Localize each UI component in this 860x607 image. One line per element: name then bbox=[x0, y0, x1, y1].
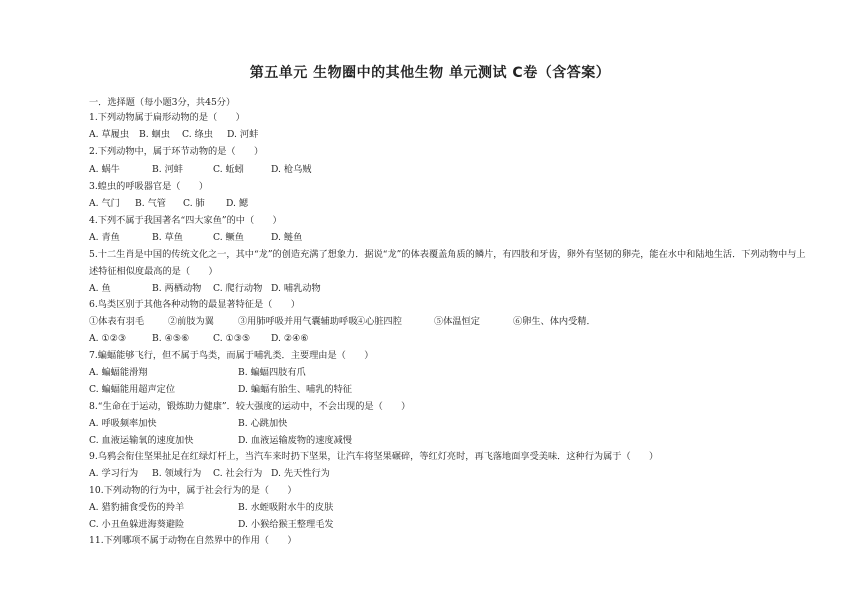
question-5-option-a: A. 鱼 bbox=[89, 283, 111, 294]
question-7-option-c: C. 蝙蝠能用超声定位 bbox=[89, 384, 176, 395]
question-9-option-a: A. 学习行为 bbox=[89, 468, 139, 479]
question-10-stem: 10.下列动物的行为中，属于社会行为的是（ ） bbox=[89, 485, 297, 496]
question-2-option-d: D. 枪乌贼 bbox=[271, 164, 312, 175]
question-9-option-c: C. 社会行为 bbox=[213, 468, 263, 479]
question-2-option-a: A. 蜗牛 bbox=[89, 164, 120, 175]
question-6-feature-4: ④心脏四腔 bbox=[356, 316, 402, 327]
section-heading: 一．选择题（每小题3分，共45分） bbox=[89, 97, 236, 108]
question-8-option-b: B. 心跳加快 bbox=[238, 418, 288, 429]
question-8-option-a: A. 呼吸频率加快 bbox=[89, 418, 157, 429]
question-6-feature-5: ⑤体温恒定 bbox=[434, 316, 480, 327]
question-3-option-b: B. 气管 bbox=[135, 198, 166, 209]
question-6-option-a: A. ①②③ bbox=[89, 333, 127, 344]
question-9-option-d: D. 先天性行为 bbox=[271, 468, 330, 479]
question-6-feature-3: ③用肺呼吸并用气囊辅助呼吸 bbox=[238, 316, 358, 327]
question-1-stem: 1.下列动物属于扁形动物的是（ ） bbox=[89, 112, 245, 123]
question-1-option-d: D. 河蚌 bbox=[227, 129, 259, 140]
question-10-option-a: A. 猎豹捕食受伤的羚羊 bbox=[89, 502, 185, 513]
question-3-option-d: D. 鳃 bbox=[226, 198, 249, 209]
question-6-option-c: C. ①③⑤ bbox=[213, 333, 251, 344]
question-1-option-a: A. 草履虫 bbox=[89, 129, 130, 140]
question-5-option-d: D. 哺乳动物 bbox=[271, 283, 321, 294]
question-4-stem: 4.下列不属于我国著名“四大家鱼”的中（ ） bbox=[89, 215, 282, 226]
question-7-option-d: D. 蝙蝠有胎生、哺乳的特征 bbox=[238, 384, 352, 395]
question-6-feature-1: ①体表有羽毛 bbox=[89, 316, 145, 327]
question-2-option-c: C. 蚯蚓 bbox=[213, 164, 244, 175]
question-6-feature-2: ②前肢为翼 bbox=[168, 316, 214, 327]
question-6-feature-6: ⑥卵生、体内受精． bbox=[513, 316, 596, 327]
question-6-option-b: B. ④⑤⑥ bbox=[152, 333, 190, 344]
question-7-option-b: B. 蝙蝠四肢有爪 bbox=[238, 367, 306, 378]
question-5-stem-line-1: 5.十二生肖是中国的传统文化之一，其中“龙”的创造充满了想象力．据说“龙”的体表覆盖角质的鳞片，有四肢和牙齿，卵外有坚韧的卵壳，能在水中和陆地生活．下列动物中与上 bbox=[89, 249, 806, 260]
question-4-option-c: C. 鳜鱼 bbox=[213, 232, 244, 243]
question-8-stem: 8.“生命在于运动，锻炼助力健康”．较大强度的运动中，不会出现的是（ ） bbox=[89, 401, 411, 412]
question-6-option-d: D. ②④⑥ bbox=[271, 333, 309, 344]
question-5-stem-line-2: 述特征相似度最高的是（ ） bbox=[89, 266, 218, 277]
question-3-option-a: A. 气门 bbox=[89, 198, 120, 209]
question-1-option-b: B. 蛔虫 bbox=[139, 129, 170, 140]
question-6-stem: 6.鸟类区别于其他各种动物的最显著特征是（ ） bbox=[89, 299, 300, 310]
question-5-option-b: B. 两栖动物 bbox=[152, 283, 202, 294]
question-3-option-c: C. 肺 bbox=[183, 198, 205, 209]
question-5-option-c: C. 爬行动物 bbox=[213, 283, 263, 294]
question-7-option-a: A. 蝙蝠能滑翔 bbox=[89, 367, 148, 378]
question-2-stem: 2.下列动物中，属于环节动物的是（ ） bbox=[89, 146, 264, 157]
question-4-option-a: A. 青鱼 bbox=[89, 232, 120, 243]
question-2-option-b: B. 河蚌 bbox=[152, 164, 183, 175]
question-10-option-d: D. 小猴给猴王整理毛发 bbox=[238, 519, 334, 530]
question-10-option-b: B. 水蛭吸附水牛的皮肤 bbox=[238, 502, 334, 513]
question-4-option-d: D. 鲢鱼 bbox=[271, 232, 303, 243]
question-9-stem: 9.乌鸦会衔住坚果扯足在红绿灯杆上，当汽车来时扔下坚果，让汽车将坚果碾碎，等红灯亮时，再飞落地面享受美味．这种行为属于（ ） bbox=[89, 451, 659, 462]
question-4-option-b: B. 草鱼 bbox=[152, 232, 183, 243]
question-11-stem: 11.下列哪项不属于动物在自然界中的作用（ ） bbox=[89, 535, 297, 546]
question-10-option-c: C. 小丑鱼躲进海葵避险 bbox=[89, 519, 185, 530]
question-7-stem: 7.蝙蝠能够飞行，但不属于鸟类，而属于哺乳类．主要理由是（ ） bbox=[89, 350, 374, 361]
question-1-option-c: C. 绦虫 bbox=[182, 129, 213, 140]
document-title: 第五单元 生物圈中的其他生物 单元测试 C卷（含答案） bbox=[249, 65, 611, 81]
question-8-option-c: C. 血液运输氧的速度加快 bbox=[89, 435, 194, 446]
question-3-stem: 3.蝗虫的呼吸器官是（ ） bbox=[89, 181, 209, 192]
question-9-option-b: B. 领域行为 bbox=[152, 468, 202, 479]
question-8-option-d: D. 血液运输废物的速度减慢 bbox=[238, 435, 352, 446]
